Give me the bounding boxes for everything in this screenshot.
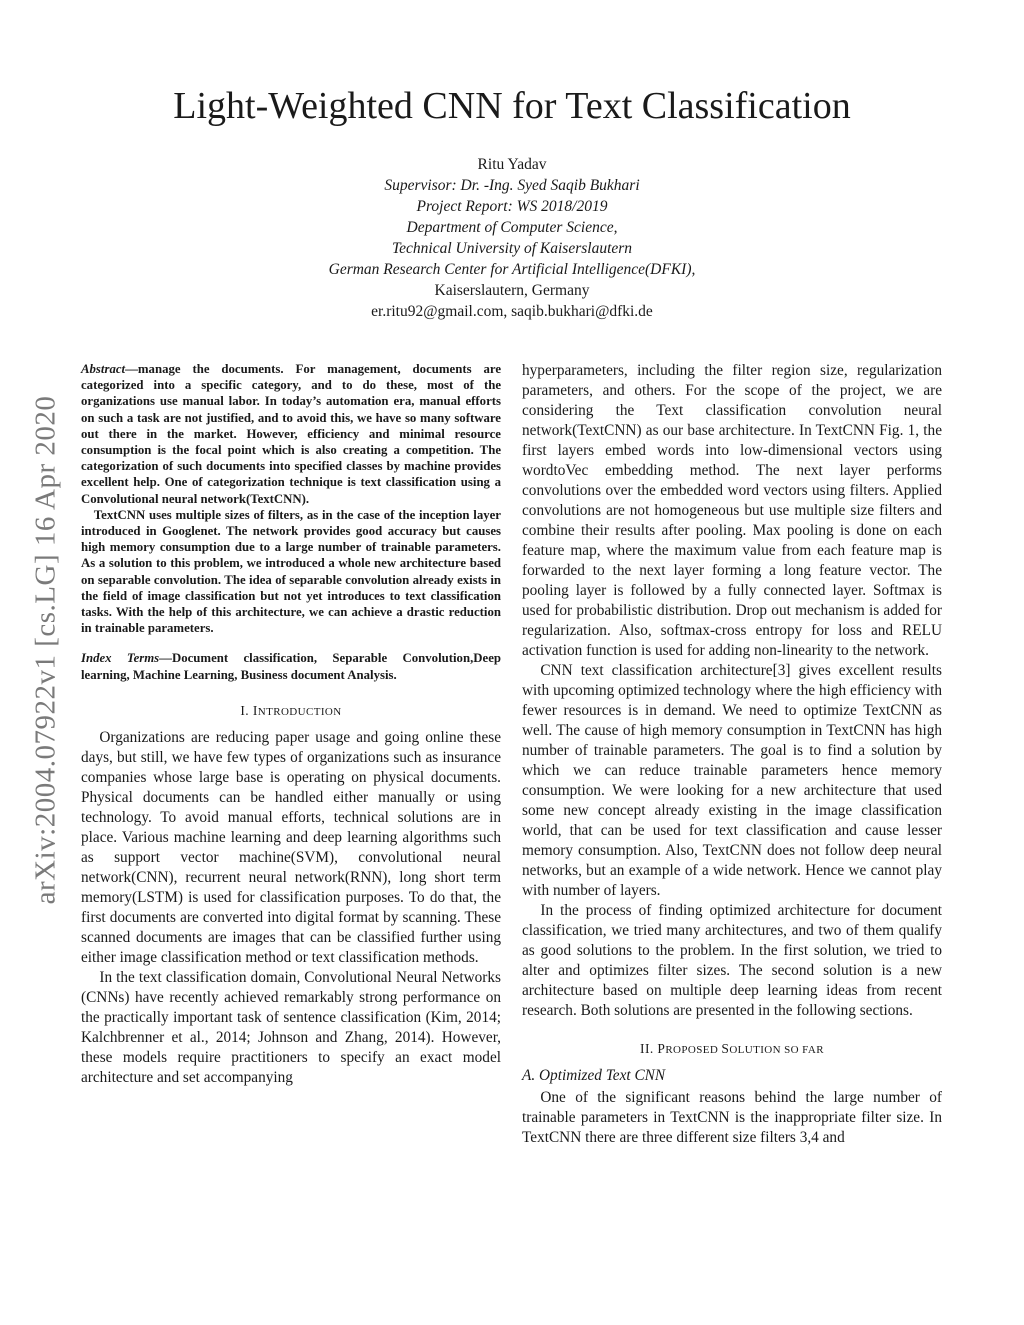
university: Technical University of Kaiserslautern: [391, 240, 633, 257]
intro-paragraph-5: In the process of finding optimized architecture for document classification, we tried many architectures, and two of them qualify as good solutions to the problem. In the first solution, we tried to alter and optimizes filter sizes. The second solution is a new architecture based on multiple deep learning ideas from recent research. Both solutions are presented in the following sections.: [522, 902, 942, 1019]
intro-paragraph-1: Organizations are reducing paper usage and going online these days, but still, we have few types of organizations such as insurance companies whose large base is operating on physical documents. Physical documents can be handled either manually or using technology. To avoid manual efforts, technical solutions are in place. Various machine learning and deep learning algorithms such as support vector machine(SVM), convolutional neural network(CNN), recurrent neural network(RNN), long short term memory(LSTM) is used for classification purposes. To do that, the first documents are converted into digital format by scanning. These scanned documents are images that can be classified further using either image classification method or text classification methods.: [81, 728, 501, 966]
section-heading-proposed-solution: II. PROPOSED SOLUTION SO FAR: [640, 1041, 824, 1056]
index-terms: Index Terms—Document classification, Separable Convolution,Deep learning, Machine Learning, Business document Analysis.: [81, 651, 501, 682]
author-name: Ritu Yadav: [477, 156, 547, 173]
supervisor: Supervisor: Dr. -Ing. Syed Saqib Bukhari: [384, 177, 640, 194]
location: Kaiserslautern, Germany: [434, 282, 590, 299]
intro-paragraph-2: In the text classification domain, Convolutional Neural Networks (CNNs) have recently achieved remarkably strong performance on the practically important task of sentence classification (Kim, 2014; Kalchbrenner et al., 2014; Johnson and Zhang, 2014). However, these models require practitioners to specify an exact model architecture and set accompanying: [81, 968, 501, 1086]
email: er.ritu92@gmail.com, saqib.bukhari@dfki.de: [371, 303, 653, 320]
abstract-p1: manage the documents. For management, documents are categorized into a specific category, and to do these, most of the organizations use manual labor. In today’s automation era, manual efforts on such a task are not justified, and to avoid this, we have so many software out there in the market. However, efficiency and minimal resource consumption is the focal point which is also creating a competition. The categorization of such documents into specified classes by machine provides excellent help. One of categorization technique is text classification using a Convolutional neural network(TextCNN).: [81, 362, 501, 506]
paper-title: Light-Weighted CNN for Text Classification: [173, 85, 851, 127]
section-heading-introduction: I. INTRODUCTION: [240, 702, 342, 718]
research-center: German Research Center for Artificial Intelligence(DFKI),: [328, 261, 696, 278]
subsection-heading-optimized-textcnn: A. Optimized Text CNN: [522, 1067, 666, 1084]
index-terms-text: Document classification, Separable Convolution,Deep learning, Machine Learning, Business document Analysis.: [81, 651, 501, 682]
arxiv-stamp-text: arXiv:2004.07922v1 [cs.LG] 16 Apr 2020: [29, 395, 62, 905]
department: Department of Computer Science,: [406, 219, 618, 236]
abstract-p2: TextCNN uses multiple sizes of filters, as in the case of the inception layer introduced in Googlenet. The network provides good accuracy but causes high memory consumption due to a large number of trainable parameters. As a solution to this problem, we introduced a whole new architecture based on separable convolution. The idea of separable convolution already exists in the field of image classification but not yet introduces to text classification tasks. With the help of this architecture, we can achieve a drastic reduction in trainable parameters.: [81, 507, 501, 636]
right-column: [522, 361, 942, 1148]
project-report: Project Report: WS 2018/2019: [416, 198, 608, 215]
intro-paragraph-3: hyperparameters, including the filter region size, regularization parameters, and others. For the scope of the project, we are considering the Text classification convolution neural network(TextCNN) as our base architecture. In TextCNN Fig. 1, the first layers embed words into low-dimensional vectors using wordtoVec embedding method. The next layer performs convolutions over the embedded word vectors using filters. Applied convolutions are not homogeneous but use multiple size filters and combine their results after pooling. Max pooling is done on each feature map, where the maximum value from each feature map is forwarded to the next layer forming a long feature vector. The pooling layer is followed by a fully connected layer. Softmax is used for probabilistic distribution. Drop out mechanism is added for regularization. Also, softmax-cross entropy for loss and RELU activation function is used for adding non-linearity to the network.: [522, 362, 942, 659]
left-column: [81, 361, 501, 1088]
intro-paragraph-4: CNN text classification architecture[3] gives excellent results with upcoming optimized technology where the high efficiency with fewer resources is in demand. We need to optimize TextCNN as well. The cause of high memory consumption in TextCNN has high number of trainable parameters. The goal is to find a solution by which we can reduce trainable parameters hence memory consumption. We were looking for a new architecture that used some new concept already existing in the image classification world, that can be used for text classification and cause lesser memory consumption. Also, TextCNN does not follow deep neural networks, but an example of a wide network. Hence we cannot play with number of layers.: [522, 662, 942, 899]
author-block: [0, 154, 1024, 322]
abstract: Abstract—manage the documents. For management, documents are categorized into a specific category, and to do these, most of the organizations use manual labor. In today’s automation era, manual efforts on such a task are not justified, and to avoid this, we have so many software out there in the market. However, efficiency and minimal resource consumption is the focal point which is also creating a competition. The categorization of such documents into specified classes by machine provides excellent help. One of categorization technique is text classification using a Convolutional neural network(TextCNN). TextCNN uses multiple sizes of filters, as in the case of the inception layer introduced in Googlenet. The network provides good accuracy but causes high memory consumption due to a large number of trainable parameters. As a solution to this problem, we introduced a whole new architecture based on separable convolution. The idea of separable convolution already exists in the field of image classification but not yet introduces to text classification tasks. With the help of this architecture, we can achieve a drastic reduction in trainable parameters.: [81, 362, 501, 636]
subsection-a-paragraph-1: One of the significant reasons behind the large number of trainable parameters in TextCNN is the inappropriate filter size. In TextCNN there are three different size filters 3,4 and: [522, 1089, 942, 1146]
abstract-label: Abstract: [81, 362, 126, 376]
index-terms-label: Index Terms: [81, 651, 160, 666]
arxiv-stamp: [26, 350, 66, 950]
